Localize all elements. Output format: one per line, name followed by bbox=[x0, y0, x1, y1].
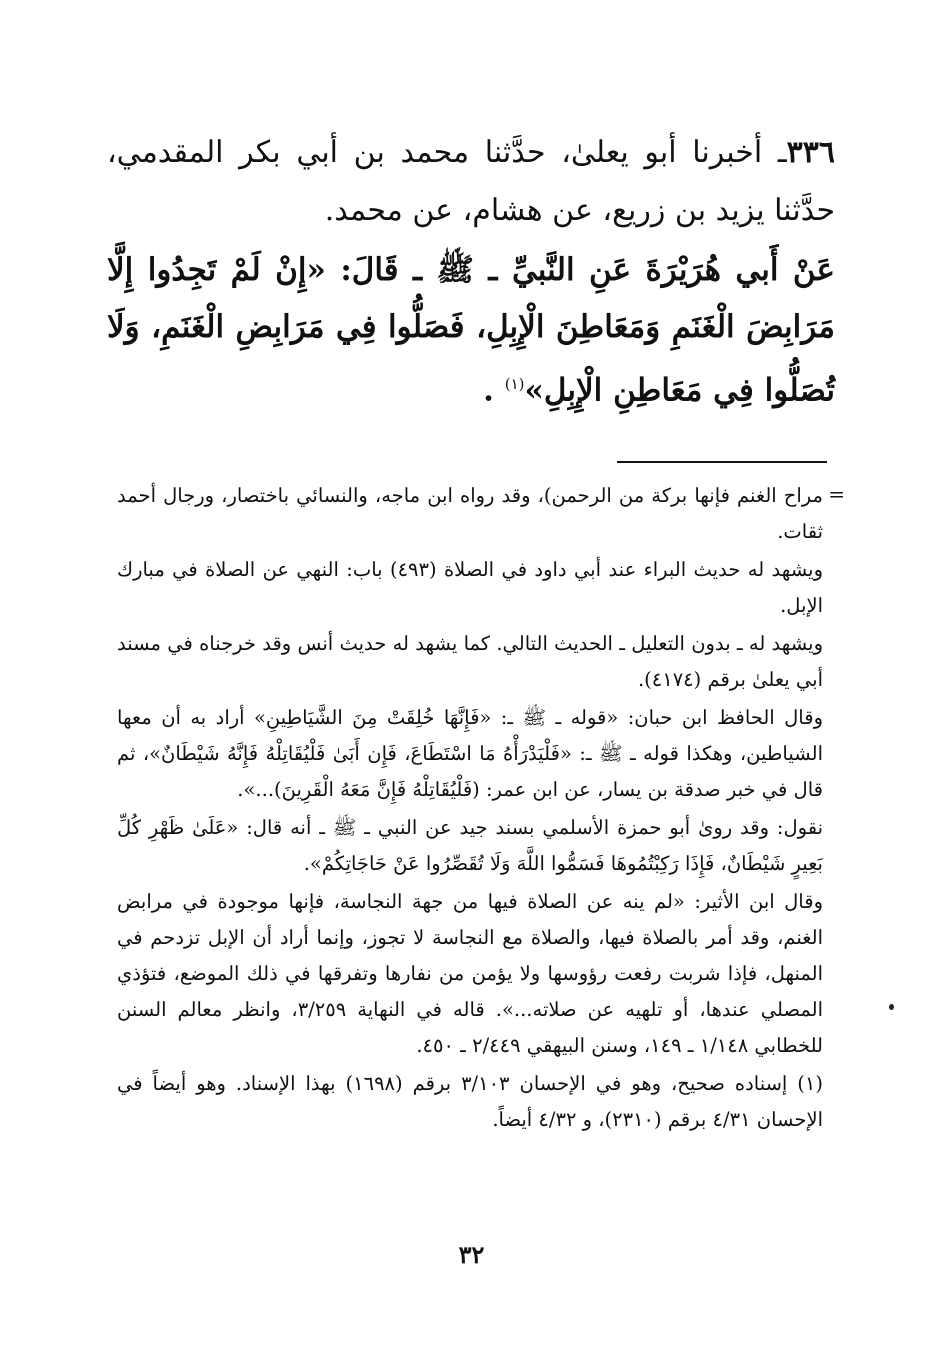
hadith-isnad bbox=[107, 124, 835, 240]
footnote-reference: (١) bbox=[504, 375, 525, 393]
scan-speck bbox=[889, 1004, 894, 1010]
footnote-paragraph: ويشهد له ـ بدون التعليل ـ الحديث التالي. كما يشهد له حديث أنس وقد خرجناه في مسند أبي يعلىٰ برقم (٤١٧٤). bbox=[117, 632, 823, 691]
page-number: ٣٢ bbox=[458, 1240, 485, 1269]
hadith-block bbox=[107, 124, 835, 419]
footnote-separator bbox=[617, 461, 827, 463]
hadith-number: ٣٣٦ bbox=[786, 135, 835, 170]
footnote-paragraph: وقال ابن الأثير: «لم ينه عن الصلاة فيها من جهة النجاسة، فإنها موجودة في مرابض الغنم، وقد أمر بالصلاة فيها، والصلاة مع النجاسة لا تجوز، وإنما أراد أن الإبل تزدحم في المنهل، فإذا شربت رفعت رؤوسها ولا يؤمن من نفارها وتفرقها في ذلك الموضع، فتؤذي المصلي عندها، أو تلهيه عن صلاته...». قاله في النهاية ٣/٢٥٩، وانظر معالم السنن للخطابي ١/١٤٨ ـ ١٤٩، وسنن البيهقي ٢/٤٤٩ ـ ٤٥٠. bbox=[117, 890, 823, 1057]
matn-end: . bbox=[483, 372, 494, 409]
continuation-mark: = bbox=[828, 482, 845, 506]
isnad-text: ـ أخبرنا أبو يعلىٰ، حدَّثنا محمد بن أبي بكر المقدمي، حدَّثنا يزيد بن زريع، عن هشام، عن محمد. bbox=[107, 135, 835, 228]
footnote-paragraph: نقول: وقد روىٰ أبو حمزة الأسلمي بسند جيد عن النبي ـ ﷺ ـ أنه قال: «عَلَىٰ ظَهْرِ كُلِّ بَعِيرٍ شَيْطَانٌ، فَإِذَا رَكِبْتُمُوهَا فَسَمُّوا اللَّهَ وَلَا تُقَصِّرُوا عَنْ حَاجَاتِكُمْ». bbox=[117, 816, 823, 875]
hadith-matn bbox=[107, 242, 835, 419]
matn-text: عَنْ أَبي هُرَيْرَةَ عَنِ النَّبيِّ ـ ﷺ ـ قَالَ: «إِنْ لَمْ تَجِدُوا إِلَّا مَرَابِضَ الْغَنَمِ وَمَعَاطِنَ الْإِبِلِ، فَصَلُّوا فِي مَرَابِضِ الْغَنَمِ، وَلَا تُصَلُّوا فِي مَعَاطِنِ الْإِبِلِ» bbox=[107, 252, 835, 409]
footnote-1: (١) إسناده صحيح، وهو في الإحسان ٣/١٠٣ برقم (١٦٩٨) بهذا الإسناد. وهو أيضاً في الإحسان ٤/٣١ برقم (٢٣١٠)، و ٤/٣٢ أيضاً. bbox=[117, 1072, 823, 1131]
footnote-paragraph: وقال الحافظ ابن حبان: «قوله ـ ﷺ ـ: «فَإِنَّهَا خُلِقَتْ مِنَ الشَّيَاطِينِ» أراد به أن معها الشياطين، وهكذا قوله ـ ﷺ ـ: «فَلْيَدْرَأْهُ مَا اسْتَطَاعَ، فَإِن أَبَىٰ فَلْيُقَاتِلْهُ فَإِنَّهُ شَيْطَانٌ»، ثم قال في خبر صدقة بن يسار، عن ابن عمر: (فَلْيُقَاتِلْهُ فَإِنَّ مَعَهُ الْقَرِينَ)...». bbox=[117, 706, 823, 801]
footnotes bbox=[117, 478, 823, 1140]
footnote-paragraph: مراح الغنم فإنها بركة من الرحمن)، وقد رواه ابن ماجه، والنسائي باختصار، ورجال أحمد ثقات. bbox=[117, 484, 823, 543]
footnote-paragraph: ويشهد له حديث البراء عند أبي داود في الصلاة (٤٩٣) باب: النهي عن الصلاة في مبارك الإبل. bbox=[117, 558, 823, 617]
